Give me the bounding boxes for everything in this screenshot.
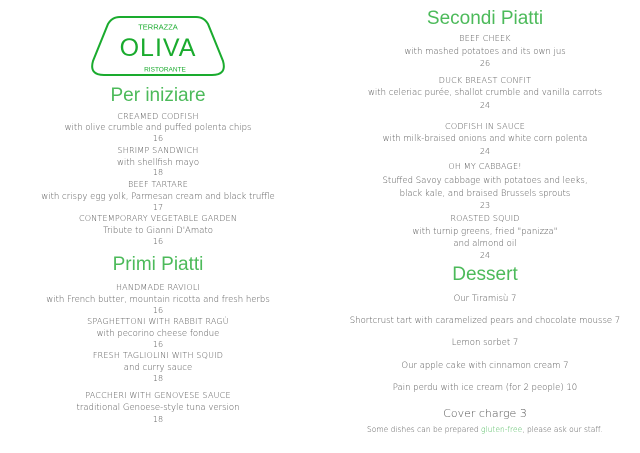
- dish-description: and curry sauce: [123, 363, 193, 373]
- dish-price: 16: [152, 134, 164, 143]
- dish-description: Tribute to Gianni D'Amato: [103, 226, 213, 236]
- dish-description: with celeriac purée, shallot crumble and vanilla carrots: [367, 88, 603, 98]
- terrazza-oliva-logo: [90, 15, 226, 77]
- dish-price: 16: [152, 340, 164, 349]
- dish-price: 18: [152, 415, 164, 424]
- dish-price: 18: [152, 168, 164, 177]
- dish-name: PACCHERI WITH GENOVESE SAUCE: [85, 391, 231, 400]
- note-text: , please ask our staff.: [522, 425, 603, 434]
- left-column: [0, 0, 316, 453]
- dessert-item: Our Tiramisù 7: [453, 294, 517, 304]
- dish-description: with milk-braised onions and white corn polenta: [382, 134, 588, 144]
- dish-price: 18: [152, 374, 164, 383]
- dish-price: 24: [479, 101, 491, 110]
- dish-description: with olive crumble and puffed polenta chips: [64, 123, 252, 133]
- section-title-per-iniziare: Per iniziare: [110, 85, 206, 106]
- dish-description: with turnip greens, fried "panizza": [412, 227, 558, 237]
- dish-price: 16: [152, 306, 164, 315]
- note-text: Some dishes can be prepared: [367, 425, 482, 434]
- dessert-item: Our apple cake with cinnamon cream 7: [401, 361, 569, 371]
- dessert-item: Shortcrust tart with caramelized pears and chocolate mousse 7: [349, 316, 621, 326]
- dish-name: DUCK BREAST CONFIT: [438, 76, 532, 85]
- dish-price: 23: [479, 201, 491, 210]
- gluten-free-highlight: gluten-free: [481, 425, 523, 434]
- dish-price: 24: [479, 251, 491, 260]
- dish-description: and almond oil: [453, 239, 517, 249]
- dish-description: with mashed potatoes and its own jus: [404, 47, 566, 57]
- section-title-secondi-piatti: Secondi Piatti: [426, 8, 544, 29]
- dish-name: ROASTED SQUID: [450, 214, 520, 223]
- dish-name: CONTEMPORARY VEGETABLE GARDEN: [78, 214, 238, 223]
- dish-price: 17: [152, 203, 164, 212]
- dish-price: 24: [479, 147, 491, 156]
- dessert-item: Lemon sorbet 7: [451, 338, 519, 348]
- dish-name: HANDMADE RAVIOLI: [115, 283, 201, 292]
- dish-description: with pecorino cheese fondue: [96, 329, 220, 339]
- gluten-free-note: [326, 425, 640, 435]
- dish-description: with shellfish mayo: [116, 158, 200, 168]
- logo-bottom-text: RISTORANTE: [144, 66, 186, 74]
- dish-name: CODFISH IN SAUCE: [445, 122, 525, 131]
- dish-description: with crispy egg yolk, Parmesan cream and black truffle: [41, 192, 275, 202]
- dish-description: with French butter, mountain ricotta and fresh herbs: [46, 295, 270, 305]
- dish-price: 16: [152, 237, 164, 246]
- dish-name: BEEF CHEEK: [459, 34, 511, 43]
- dish-price: 26: [479, 59, 491, 68]
- dish-description: black kale, and braised Brussels sprouts: [399, 189, 571, 199]
- dish-name: SPAGHETTONI WITH RABBIT RAGÙ: [87, 317, 229, 326]
- right-column: [326, 0, 640, 453]
- section-title-dessert: Dessert: [452, 264, 518, 285]
- cover-charge: Cover charge 3: [443, 407, 527, 420]
- section-title-primi-piatti: Primi Piatti: [112, 254, 204, 275]
- dish-name: FRESH TAGLIOLINI WITH SQUID: [92, 351, 224, 360]
- dish-description: Stuffed Savoy cabbage with potatoes and leeks,: [382, 176, 588, 186]
- logo-top-text: TERRAZZA: [138, 22, 178, 32]
- dish-description: traditional Genoese-style tuna version: [76, 403, 240, 413]
- logo-main-text: OLIVA: [119, 34, 197, 62]
- dessert-item: Pain perdu with ice cream (for 2 people) 10: [392, 383, 578, 393]
- dish-name: SHRIMP SANDWICH: [117, 146, 199, 155]
- dish-name: BEEF TARTARE: [128, 180, 188, 189]
- dish-name: CREAMED CODFISH: [117, 112, 199, 121]
- dish-name: OH MY CABBAGE!: [448, 162, 522, 171]
